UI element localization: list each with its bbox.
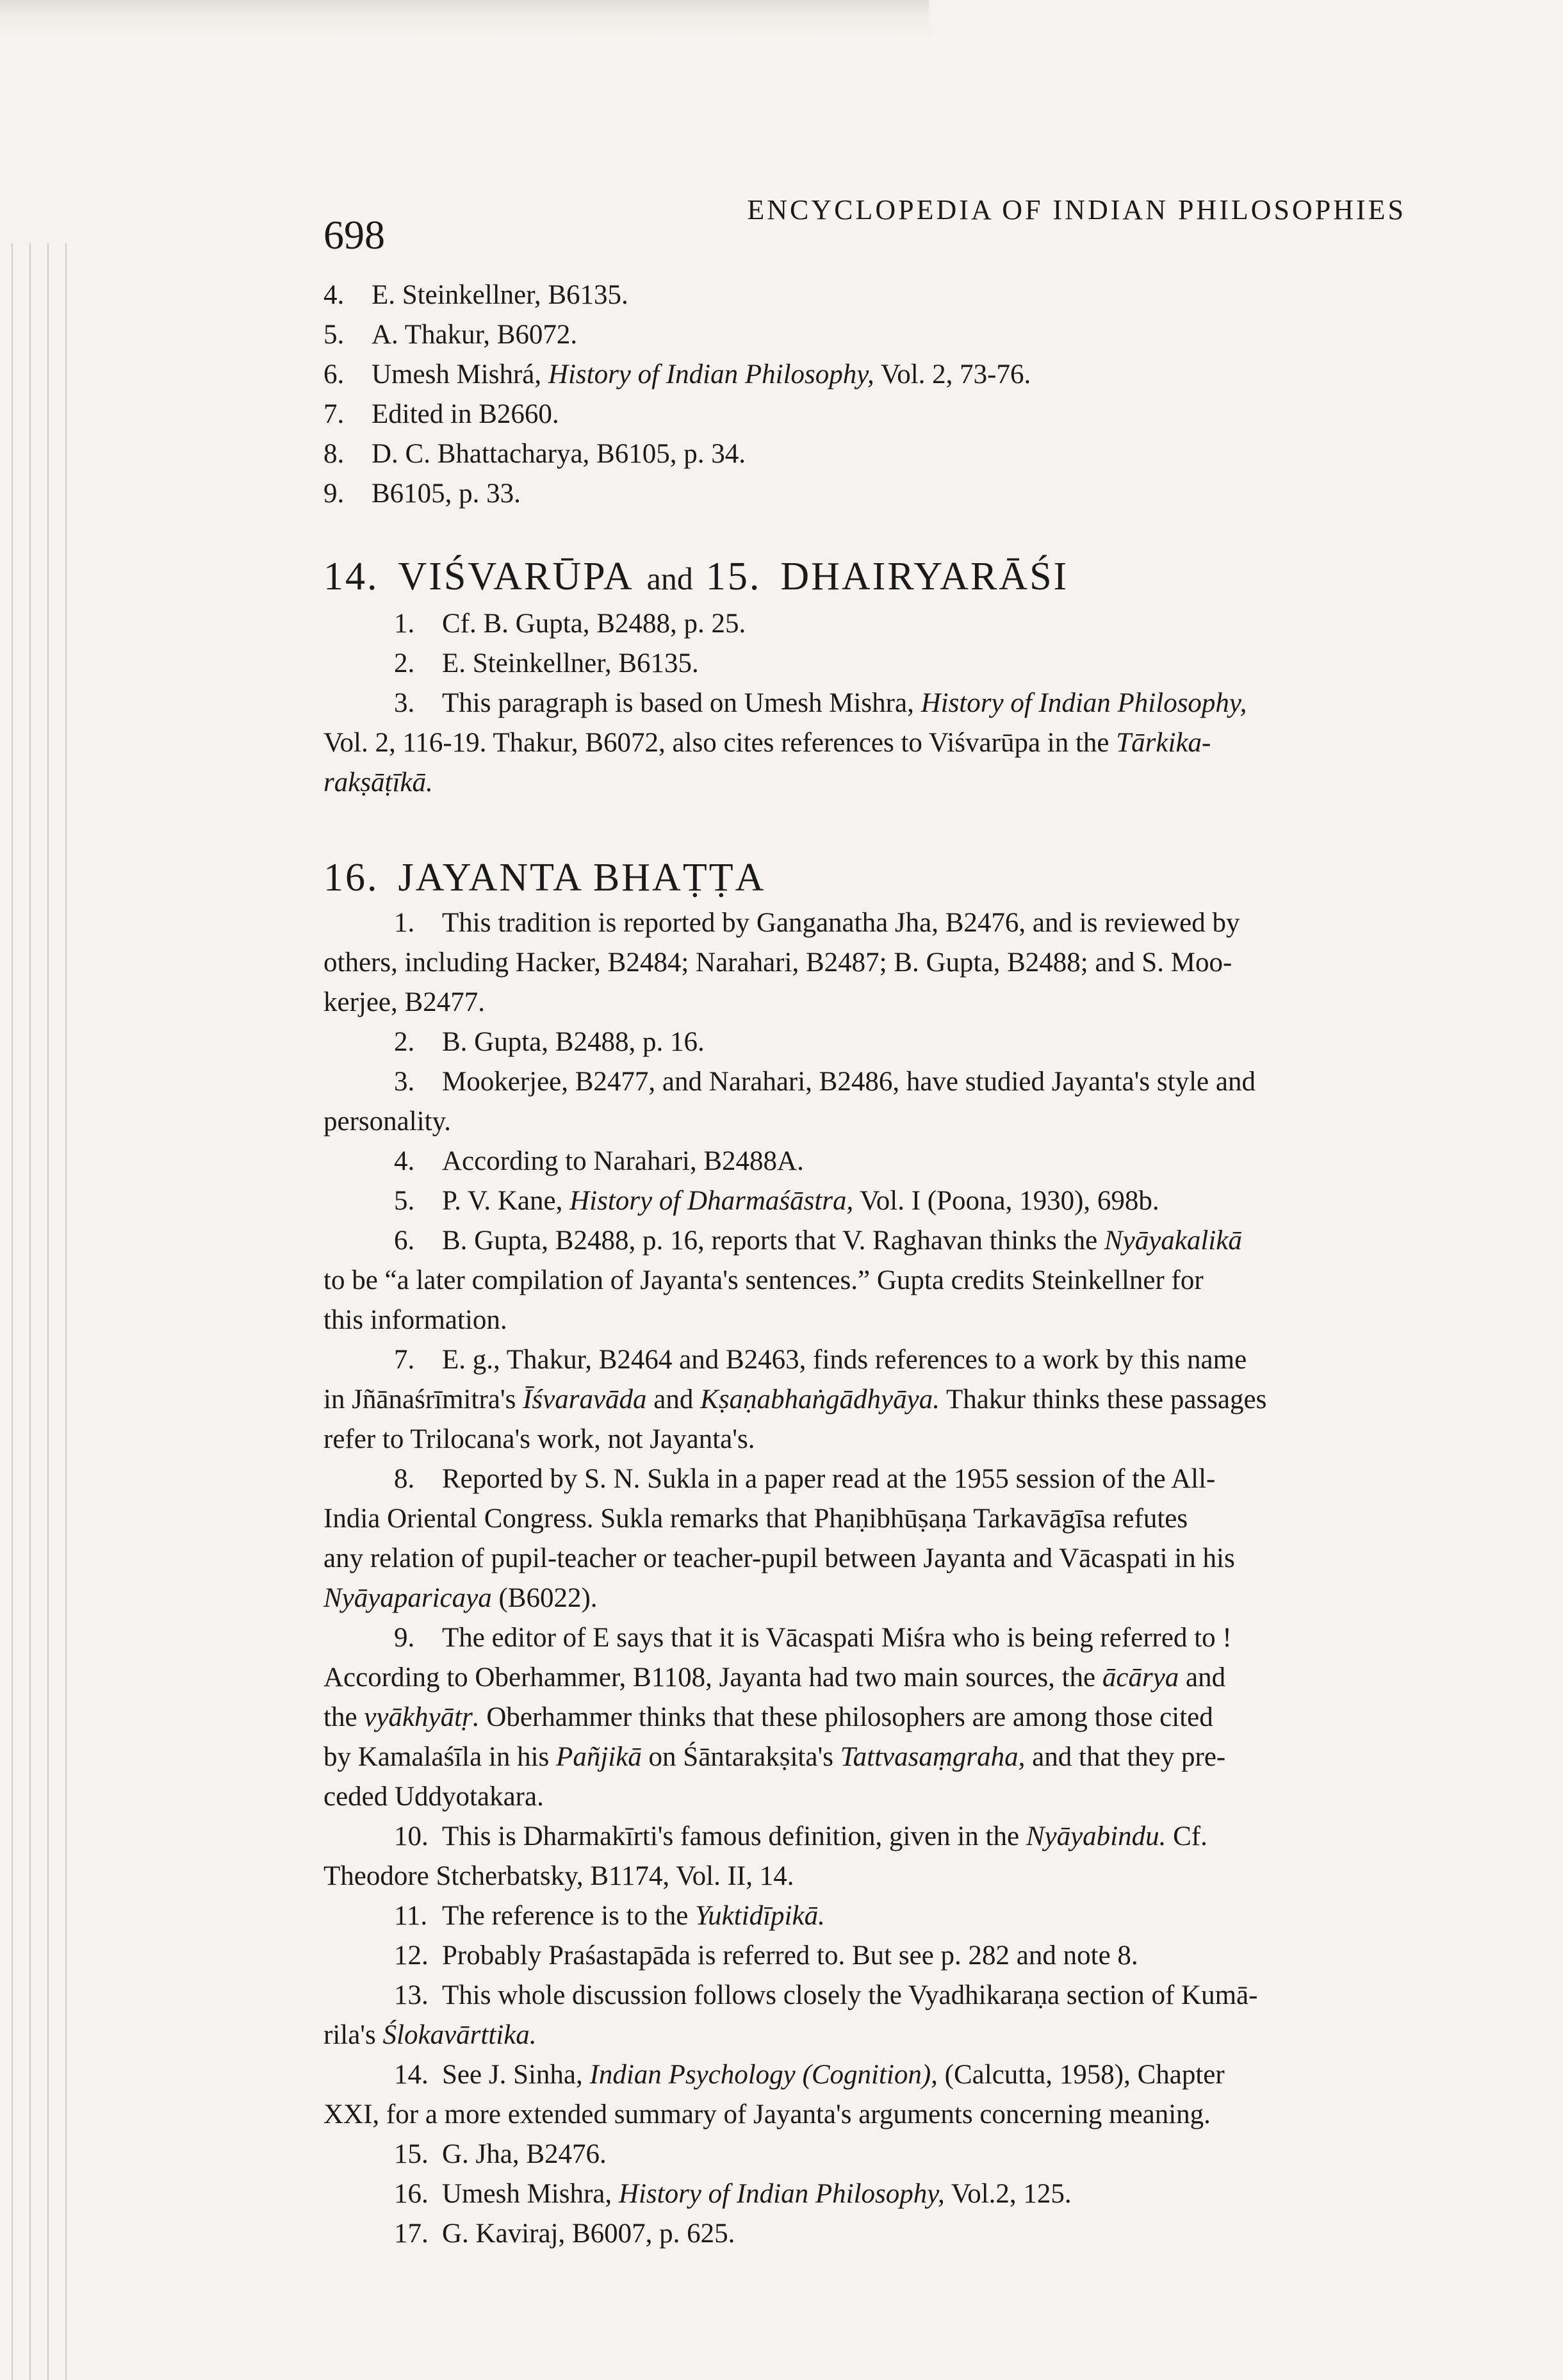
note-number: 3. <box>394 688 415 718</box>
note-text: The reference is to the <box>442 1901 696 1931</box>
note-text: B. Gupta, B2488, p. 16. <box>442 1027 705 1057</box>
note-line <box>323 1698 1412 1737</box>
note-number: 1. <box>394 609 415 639</box>
note-number: 1. <box>394 908 415 938</box>
note-text: the <box>323 1702 364 1732</box>
scan-edge-noise <box>0 0 929 38</box>
note-text: E. Steinkellner, B6135. <box>442 648 699 678</box>
note-number: 9. <box>323 479 345 509</box>
note-line <box>323 1221 1412 1261</box>
note-line <box>323 2015 1412 2055</box>
note-line: India Oriental Congress. Sukla remarks that Phaṇibhūṣaṇa Tarkavāgīsa refutes <box>323 1504 1188 1534</box>
note-text: Reported by S. N. Sukla in a paper read at the 1955 session of the All- <box>442 1464 1216 1494</box>
note-text: G. Jha, B2476. <box>442 2139 607 2169</box>
note-line <box>323 1022 1412 1062</box>
note-text: in Jñānaśrīmitra's <box>323 1384 523 1415</box>
note-number: 5. <box>394 1186 415 1216</box>
note-line <box>323 723 1412 763</box>
note-text: See J. Sinha, <box>442 2060 590 2090</box>
note-number: 15. <box>394 2139 429 2169</box>
note-title: Nyāyakalikā <box>1104 1226 1242 1256</box>
note-line <box>323 1062 1412 1102</box>
note-title: Ślokavārttika. <box>382 2020 537 2050</box>
note-text: Vol. 2, 116-19. Thakur, B6072, also cites references to Viśvarūpa in the <box>323 728 1117 758</box>
running-head: ENCYCLOPEDIA OF INDIAN PHILOSOPHIES <box>747 194 1406 226</box>
note-number: 3. <box>394 1067 415 1097</box>
section-heading <box>323 551 1412 604</box>
note-number: 10. <box>394 1821 429 1851</box>
note-line <box>323 2055 1412 2095</box>
note-text: Edited in B2660. <box>372 399 559 429</box>
note-text: Cf. B. Gupta, B2488, p. 25. <box>442 609 746 639</box>
note-line: this information. <box>323 1305 507 1335</box>
note-line <box>323 903 1412 943</box>
note-title: Nyāyaparicaya <box>323 1583 492 1613</box>
note-title: Yuktidīpikā. <box>695 1901 825 1931</box>
note-title: Īśvaravāda <box>523 1384 647 1415</box>
note-text: According to Narahari, B2488A. <box>442 1146 804 1176</box>
note-line: ceded Uddyotakara. <box>323 1782 544 1812</box>
note-text: and <box>1179 1662 1226 1693</box>
note-line: refer to Trilocana's work, not Jayanta's. <box>323 1424 755 1454</box>
note-text: (B6022). <box>491 1583 598 1613</box>
note-line: any relation of pupil-teacher or teacher-pupil between Jayanta and Vācaspati in his <box>323 1543 1235 1573</box>
note-text: (Calcutta, 1958), Chapter <box>937 2060 1225 2090</box>
note-title: Tārkika- <box>1116 728 1211 758</box>
note-line <box>323 1142 1412 1181</box>
section-title: JAYANTA BHAṬṬA <box>398 856 766 899</box>
note-line: others, including Hacker, B2484; Narahari, B2487; B. Gupta, B2488; and S. Moo- <box>323 948 1232 978</box>
note-title: History of Dharmaśāstra, <box>569 1186 854 1216</box>
note-text: Probably Praśastapāda is referred to. But see p. 282 and note 8. <box>442 1941 1138 1971</box>
note-text: and that they pre- <box>1025 1742 1226 1772</box>
note-number: 6. <box>394 1226 415 1256</box>
note-line <box>323 1936 1412 1976</box>
note-number: 4. <box>323 280 345 310</box>
note-line <box>323 1579 1412 1618</box>
note-line <box>323 684 1412 723</box>
note-line <box>323 1380 1412 1420</box>
note-title: Kṣaṇabhaṅgādhyāya. <box>700 1384 940 1415</box>
note-line <box>323 604 1412 644</box>
note-line: personality. <box>323 1106 452 1137</box>
note-text: Vol.2, 125. <box>944 2179 1072 2209</box>
section-number: 16. <box>323 856 379 899</box>
note-title: History of Indian Philosophy, <box>921 688 1247 718</box>
page-header <box>323 186 1406 263</box>
note-line <box>323 315 1412 355</box>
note-line <box>323 1340 1412 1380</box>
note-line <box>323 1737 1412 1777</box>
section-number: 15. <box>705 555 762 598</box>
note-text: E. g., Thakur, B2464 and B2463, finds references to a work by this name <box>442 1345 1247 1375</box>
note-line <box>323 474 1412 514</box>
note-line <box>323 2135 1412 2174</box>
note-line <box>323 2174 1412 2214</box>
note-line <box>323 1896 1412 1936</box>
note-text: This tradition is reported by Ganganatha Jha, B2476, and is reviewed by <box>442 908 1240 938</box>
note-line <box>323 395 1412 434</box>
note-text: P. V. Kane, <box>442 1186 570 1216</box>
note-paragraph <box>323 684 1412 803</box>
note-line <box>323 1817 1412 1857</box>
section-title: VIŚVARŪPA <box>398 555 634 598</box>
note-text: The editor of E says that it is Vācaspati Miśra who is being referred to ! <box>442 1623 1232 1653</box>
note-text: E. Steinkellner, B6135. <box>372 280 628 310</box>
note-line: Theodore Stcherbatsky, B1174, Vol. II, 14. <box>323 1861 794 1891</box>
note-title: Nyāyabindu. <box>1026 1821 1166 1851</box>
note-text: This whole discussion follows closely the Vyadhikaraṇa section of Kumā- <box>442 1980 1258 2010</box>
note-text: rila's <box>323 2020 383 2050</box>
note-number: 5. <box>323 320 345 350</box>
note-title: History of Indian Philosophy, <box>548 359 874 390</box>
section-conjunction: and <box>646 561 693 596</box>
note-title: Tattvasaṃgraha, <box>840 1742 1026 1772</box>
note-number: 6. <box>323 359 345 390</box>
note-line <box>323 763 1412 803</box>
note-text: B6105, p. 33. <box>372 479 521 509</box>
note-title: Pañjikā <box>556 1742 642 1772</box>
note-line <box>323 644 1412 684</box>
section-16 <box>323 852 1412 2254</box>
note-line <box>323 1618 1412 1658</box>
note-text: Umesh Mishrá, <box>372 359 548 390</box>
note-number: 2. <box>394 648 415 678</box>
section-14-15 <box>323 551 1412 803</box>
note-line <box>323 434 1412 474</box>
previous-notes <box>323 275 1412 514</box>
section-heading <box>323 852 1412 903</box>
note-text: Vol. I (Poona, 1930), 698b. <box>853 1186 1159 1216</box>
note-number: 4. <box>394 1146 415 1176</box>
note-number: 17. <box>394 2219 429 2249</box>
note-line <box>323 2214 1412 2254</box>
note-text: by Kamalaśīla in his <box>323 1742 557 1772</box>
note-text: Mookerjee, B2477, and Narahari, B2486, have studied Jayanta's style and <box>442 1067 1256 1097</box>
note-number: 16. <box>394 2179 429 2209</box>
note-line <box>323 1976 1412 2015</box>
note-number: 7. <box>323 399 345 429</box>
note-number: 9. <box>394 1623 415 1653</box>
note-line: kerjee, B2477. <box>323 987 485 1017</box>
note-text: A. Thakur, B6072. <box>372 320 578 350</box>
note-text: This is Dharmakīrti's famous definition, given in the <box>442 1821 1026 1851</box>
note-line <box>323 1658 1412 1698</box>
note-number: 8. <box>323 439 345 469</box>
note-text: Oberhammer thinks that these philosophers are among those cited <box>479 1702 1213 1732</box>
note-text: This paragraph is based on Umesh Mishra, <box>442 688 921 718</box>
note-text: Vol. 2, 73-76. <box>874 359 1031 390</box>
note-text: D. C. Bhattacharya, B6105, p. 34. <box>372 439 746 469</box>
note-number: 14. <box>394 2060 429 2090</box>
note-title: rakṣāṭīkā. <box>323 767 433 798</box>
note-number: 13. <box>394 1980 429 2010</box>
section-title: DHAIRYARĀŚI <box>780 555 1069 598</box>
note-title: ācārya <box>1102 1662 1179 1693</box>
note-text: According to Oberhammer, B1108, Jayanta had two main sources, the <box>323 1662 1102 1693</box>
note-title: History of Indian Philosophy, <box>618 2179 945 2209</box>
note-text: G. Kaviraj, B6007, p. 625. <box>442 2219 735 2249</box>
note-number: 8. <box>394 1464 415 1494</box>
note-text: and <box>646 1384 701 1415</box>
note-text: Thakur thinks these passages <box>939 1384 1267 1415</box>
note-line: to be “a later compilation of Jayanta's sentences.” Gupta credits Steinkellner for <box>323 1265 1204 1295</box>
binding-shadow <box>0 243 83 2380</box>
section-number: 14. <box>323 555 379 598</box>
page-number: 698 <box>323 212 385 258</box>
note-text: B. Gupta, B2488, p. 16, reports that V. Raghavan thinks the <box>442 1226 1104 1256</box>
note-text: Umesh Mishra, <box>442 2179 619 2209</box>
note-text: Cf. <box>1166 1821 1207 1851</box>
note-number: 7. <box>394 1345 415 1375</box>
note-line: XXI, for a more extended summary of Jayanta's arguments concerning meaning. <box>323 2099 1211 2130</box>
note-number: 11. <box>394 1901 428 1931</box>
note-line <box>323 1459 1412 1499</box>
note-title: Indian Psychology (Cognition), <box>589 2060 938 2090</box>
note-title: vyākhyātṛ. <box>364 1702 480 1732</box>
note-number: 2. <box>394 1027 415 1057</box>
note-number: 12. <box>394 1941 429 1971</box>
note-line <box>323 355 1412 395</box>
note-line <box>323 275 1412 315</box>
note-line <box>323 1181 1412 1221</box>
note-text: on Śāntarakṣita's <box>641 1742 840 1772</box>
